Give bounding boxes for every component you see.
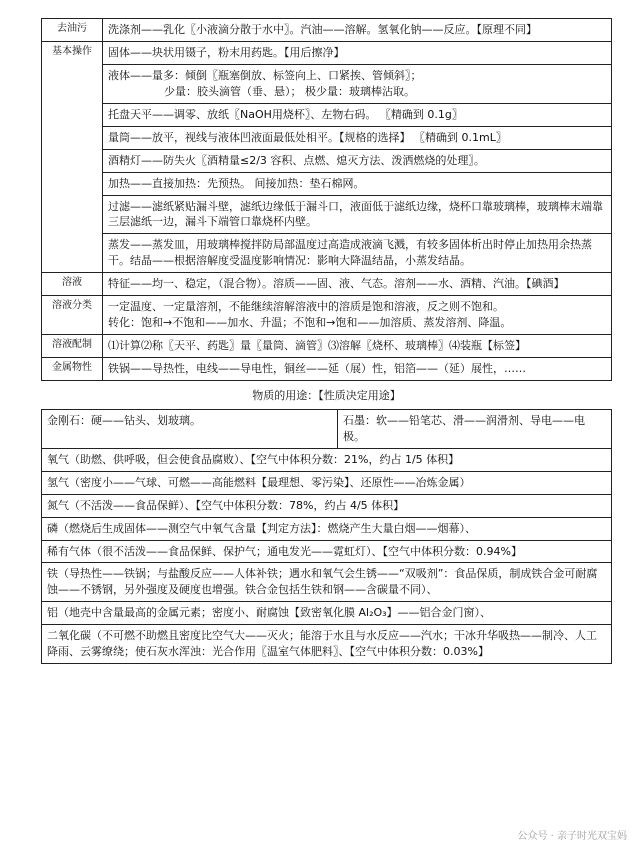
basic-row-balance: 托盘天平——调零、放纸〖NaOH用烧杯〗、左物右码。 〖精确到 0.1g〗 <box>103 104 611 127</box>
basic-ops-row <box>42 41 612 272</box>
watermark: 公众号 · 亲子时光双宝妈 <box>517 831 627 842</box>
oil-text: 洗涤剂——乳化〖小液滴分散于水中〗。汽油——溶解。氢氧化钠——反应。【原理不同】 <box>103 19 612 42</box>
liquid-line-1: 液体——量多：倾倒〖瓶塞倒放、标签向上、口紧挨、管倾斜〗； <box>108 68 422 82</box>
basic-row-lamp: 酒精灯——防失火〖酒精量≤2/3 容积、点燃、熄灭方法、泼洒燃烧的处理〗。 <box>103 150 611 173</box>
carbon-row <box>42 409 612 448</box>
oil-row <box>42 19 612 42</box>
use-row-aluminum: 铝（地壳中含量最高的金属元素；密度小、耐腐蚀【致密氧化膜 Al₂O₃】——铝合金门窗）、 <box>42 602 612 625</box>
prep-label: 溶液配制 <box>42 335 103 358</box>
solution-text: 特征——均一、稳定，（混合物）。溶质——固、液、气态。溶剂——水、酒精、汽油。【碘酒】 <box>103 273 612 296</box>
oil-label: 去油污 <box>42 19 103 42</box>
metal-label: 金属物性 <box>42 358 103 381</box>
prep-row <box>42 335 612 358</box>
classification-row <box>42 296 612 335</box>
classification-line-1: 一定温度、一定量溶剂，不能继续溶解溶液中的溶质是饱和溶液，反之则不饱和。 <box>108 300 504 314</box>
basic-row-heat: 加热——直接加热：先预热。 间接加热：垫石棉网。 <box>103 173 611 196</box>
diamond-cell: 金刚石：硬——钻头、划玻璃。 <box>42 409 338 448</box>
prep-text: ⑴计算⑵称〖天平、药匙〗量〖量筒、滴管〗⑶溶解〖烧杯、玻璃棒〗⑷装瓶【标签】 <box>103 335 612 358</box>
graphite-cell: 石墨：软——铅笔芯、滑——润滑剂、导电——电极。 <box>338 409 612 448</box>
basic-row-solid: 固体——块状用镊子，粉末用药匙。【用后擦净】 <box>103 42 611 65</box>
metal-row <box>42 358 612 381</box>
use-row-iron: 铁（导热性——铁锅；与盐酸反应——人体补铁；遇水和氧气会生锈——“双吸剂”：食品保质，制成铁合金可耐腐蚀——不锈钢，另外强度及硬度也增强。铁合金包括生铁和钢——含碳量不同）、 <box>42 563 612 602</box>
classification-label: 溶液分类 <box>42 296 103 335</box>
basic-row-evaporate: 蒸发——蒸发皿，用玻璃棒搅拌防局部温度过高造成液滴飞溅，有较多固体析出时停止加热用余热蒸干。结晶——根据溶解度受温度影响情况：影响大降温结晶，小蒸发结晶。 <box>108 238 592 268</box>
use-row-noble-gas: 稀有气体（很不活泼——食品保鲜、保护气；通电发光——霓虹灯）、【空气中体积分数：0.94%】 <box>42 540 612 563</box>
basic-row-cylinder: 量筒——放平，视线与液体凹液面最低处相平。【规格的选择】 〖精确到 0.1mL〗 <box>103 127 611 150</box>
metal-text: 铁锅——导热性，电线——导电性，铜丝——延（展）性，铝箔——（延）展性，…… <box>103 358 612 381</box>
notes-sheet <box>41 18 612 664</box>
uses-table <box>41 409 612 664</box>
use-row-hydrogen: 氢气（密度小——气球、可燃——高能燃料【最理想、零污染】、还原性——冶炼金属） <box>42 471 612 494</box>
use-row-co2: 二氧化碳（不可燃不助燃且密度比空气大——灭火；能溶于水且与水反应——汽水；干冰升华吸热——制冷、人工降雨、云雾缭绕；使石灰水浑浊：光合作用〖温室气体肥料〗、【空气中体积分数：0.03%】 <box>42 625 612 664</box>
uses-heading: 物质的用途：【性质决定用途】 <box>252 388 401 402</box>
use-row-oxygen: 氧气（助燃、供呼吸，但会使食品腐败）、【空气中体积分数：21%，约占 1/5 体积】 <box>42 448 612 471</box>
use-row-nitrogen: 氮气（不活泼——食品保鲜）、【空气中体积分数：78%，约占 4/5 体积】 <box>42 494 612 517</box>
top-table <box>41 18 612 381</box>
basic-ops-label: 基本操作 <box>42 41 103 272</box>
classification-line-2: 转化：饱和→不饱和——加水、升温；不饱和→饱和——加溶质、蒸发溶剂、降温。 <box>108 316 512 330</box>
basic-row-filter: 过滤——滤纸紧贴漏斗壁，滤纸边缘低于漏斗口，液面低于滤纸边缘，烧杯口靠玻璃棒，玻璃棒末端靠三层滤纸一边，漏斗下端管口靠烧杯内壁。 <box>103 196 611 235</box>
use-row-phosphorus: 磷（燃烧后生成固体——测空气中氧气含量【判定方法】：燃烧产生大量白烟——烟幕）、 <box>42 517 612 540</box>
liquid-line-2: 少量：胶头滴管（垂、悬）； 极少量：玻璃棒沾取。 <box>164 84 415 98</box>
solution-row <box>42 273 612 296</box>
basic-row-liquid <box>103 65 611 104</box>
solution-label: 溶液 <box>42 273 103 296</box>
